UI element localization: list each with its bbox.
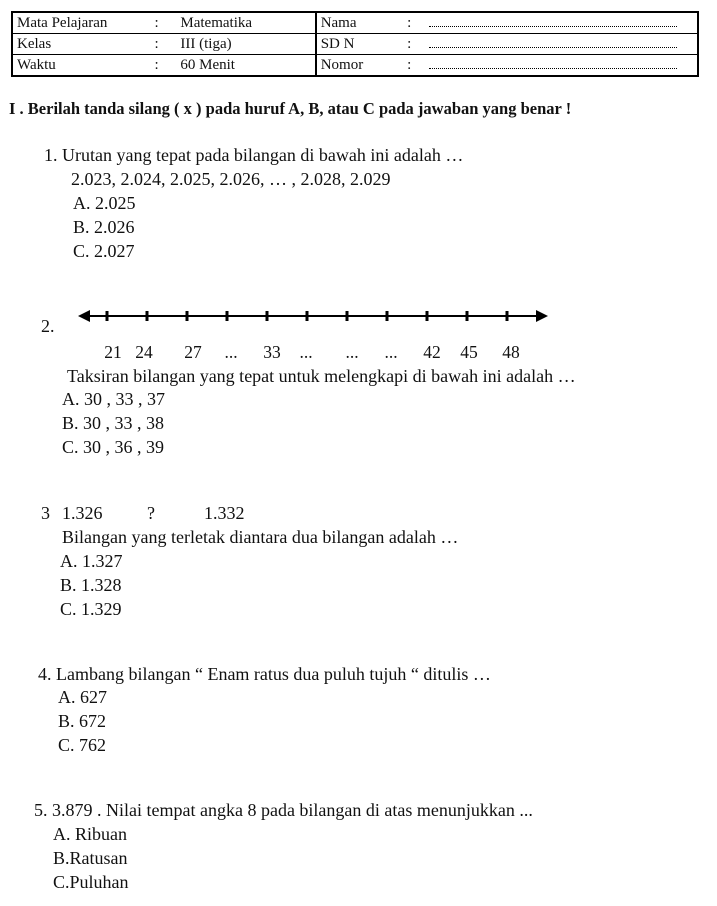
number-line-right-arrow [536,310,548,322]
q2-option-c[interactable]: C. 30 , 36 , 39 [62,437,165,457]
number-line-label: ... [384,342,398,362]
q3-number: 3 [41,503,50,523]
q2-question: Taksiran bilangan yang tepat untuk melengkapi di bawah ini adalah … [67,366,576,386]
subject-colon: : [137,12,177,34]
number-line-label: ... [224,342,238,362]
name-label: Nama [316,12,394,34]
q2-option-b[interactable]: B. 30 , 33 , 38 [62,413,165,433]
subject-label: Mata Pelajaran [12,12,137,34]
number-colon: : [393,55,425,77]
class-colon: : [137,34,177,55]
name-colon: : [393,12,425,34]
q3-question: Bilangan yang terletak diantara dua bilangan adalah … [62,527,459,547]
q5-question: 5. 3.879 . Nilai tempat angka 8 pada bilangan di atas menunjukkan ... [34,800,533,820]
class-label: Kelas [12,34,137,55]
q5-option-a[interactable]: A. Ribuan [53,824,127,844]
number-line-label: 24 [135,342,153,362]
number-line-label: 42 [423,342,441,362]
q3-first-number: 1.326 [62,503,103,523]
q5-option-c[interactable]: C.Puluhan [53,872,129,892]
class-value: III (tiga) [176,34,315,55]
q3-second-number: 1.332 [204,503,245,523]
q4-option-b[interactable]: B. 672 [58,711,107,731]
q1-option-c[interactable]: C. 2.027 [73,241,135,261]
number-label: Nomor [316,55,394,77]
number-line-label: 45 [460,342,478,362]
q4-question: 4. Lambang bilangan “ Enam ratus dua puluh tujuh “ ditulis … [38,664,491,684]
q1-question: 1. Urutan yang tepat pada bilangan di bawah ini adalah … [44,145,464,165]
q3-unknown: ? [147,503,155,523]
q3-option-a[interactable]: A. 1.327 [60,551,123,571]
instruction: I . Berilah tanda silang ( x ) pada huruf A, B, atau C pada jawaban yang benar ! [9,99,572,118]
q2-number: 2. [41,316,55,336]
number-line-label: ... [345,342,359,362]
q1-option-b[interactable]: B. 2.026 [73,217,135,237]
number-line-label: 27 [184,342,202,362]
subject-value: Matematika [176,12,315,34]
time-value: 60 Menit [176,55,315,77]
q1-option-a[interactable]: A. 2.025 [73,193,136,213]
number-line-label: 48 [502,342,520,362]
q2-option-a[interactable]: A. 30 , 33 , 37 [62,389,165,409]
school-label: SD N [316,34,394,55]
q4-option-a[interactable]: A. 627 [58,687,107,707]
time-colon: : [137,55,177,77]
q5-option-b[interactable]: B.Ratusan [53,848,128,868]
number-line-label: ... [299,342,313,362]
number-line-label: 21 [104,342,122,362]
time-label: Waktu [12,55,137,77]
q1-sequence: 2.023, 2.024, 2.025, 2.026, … , 2.028, 2.029 [71,169,391,189]
number-line-label: 33 [263,342,281,362]
number-line-left-arrow [78,310,90,322]
q3-option-c[interactable]: C. 1.329 [60,599,122,619]
q3-option-b[interactable]: B. 1.328 [60,575,122,595]
q4-option-c[interactable]: C. 762 [58,735,107,755]
school-colon: : [393,34,425,55]
